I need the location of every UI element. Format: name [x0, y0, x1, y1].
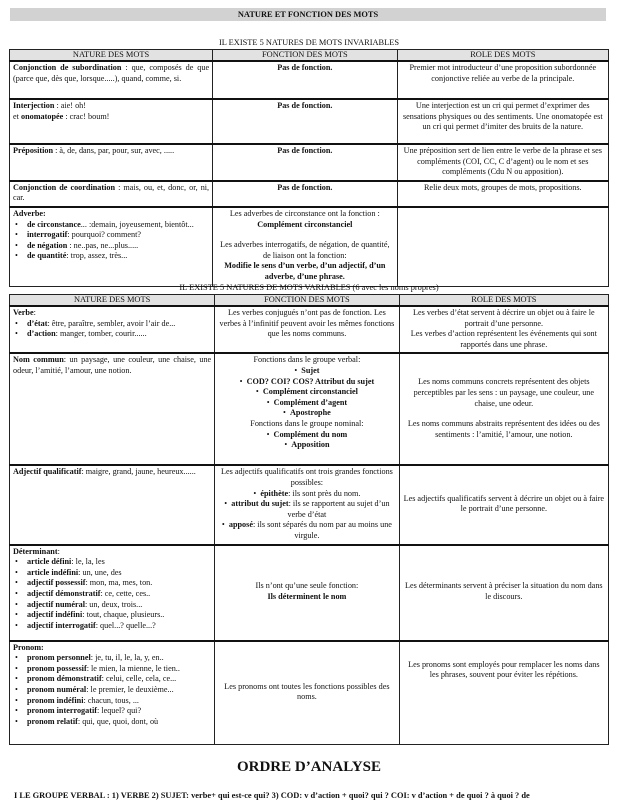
fonction-text: Pas de fonction.	[277, 182, 333, 192]
list-item	[13, 220, 209, 231]
item-examples: : être, paraître, sembler, avoir l’air de...	[47, 318, 176, 328]
item-examples: : mon, ma, mes, ton.	[85, 578, 153, 588]
fonction-cell: Les verbes conjugués n’ont pas de fonction. Les verbes à l’infinitif peuvent avoir les mêmes fonctions que les noms communs.	[215, 306, 399, 353]
nature-term: Adjectif qualificatif	[13, 467, 82, 477]
item-term: pronom personnel	[27, 653, 91, 663]
table-row	[10, 99, 609, 144]
fonction-text: Pas de fonction.	[277, 63, 333, 72]
nature-examples: : un paysage, une couleur, une chaise, une odeur, l’amitié, l’amour, une notion.	[13, 355, 212, 375]
invariables-table	[9, 49, 609, 287]
list-item: • Complément du nom	[218, 430, 395, 441]
item-examples: : celui, celle, cela, ce...	[101, 674, 177, 684]
nature-colon: :	[33, 308, 36, 317]
item-term: pronom interrogatif	[27, 706, 97, 716]
list-item	[13, 706, 211, 717]
list-item	[13, 610, 211, 621]
table-row	[10, 545, 609, 641]
header-role: ROLE DES MOTS	[397, 50, 608, 62]
item-examples: : ce, cette, ces..	[100, 588, 151, 598]
list-item	[13, 589, 211, 600]
header-fonction: FONCTION DES MOTS	[215, 295, 399, 307]
fonction-text: Pas de fonction.	[277, 101, 333, 110]
fonction-cell	[215, 353, 399, 465]
item-examples: : tout, chaque, plusieurs..	[82, 610, 165, 620]
item-text: : ils se rapportent au sujet d’un verbe d’état	[287, 499, 390, 519]
item-examples: : lequel? qui?	[96, 706, 142, 716]
role-cell	[399, 353, 608, 465]
nature-term: Interjection	[13, 101, 55, 110]
ordre-analyse-line: I LE GROUPE VERBAL : 1) VERBE 2) SUJET: verbe+ qui est-ce qui? 3) COD: v d’action + quoi? qui ? COI: v d’action + de quoi ? à quoi ? de	[14, 791, 530, 800]
role-cell: Relie deux mots, groupes de mots, propositions.	[397, 181, 608, 207]
item-term: de négation	[27, 240, 68, 250]
table-row	[10, 144, 609, 181]
item-term: apposé	[228, 520, 253, 530]
item-term: pronom indéfini	[27, 695, 84, 705]
fonction-cell	[213, 144, 397, 181]
item-examples: : quel...? quelle...?	[95, 620, 156, 630]
fonction-cell	[215, 545, 399, 641]
fonction-cell	[215, 465, 399, 544]
item-examples: : je, tu, il, le, la, y, en..	[90, 653, 164, 663]
nature-colon: :	[57, 546, 60, 556]
nature-cell	[10, 545, 215, 641]
item-term: adjectif interrogatif	[27, 620, 96, 630]
fonction-gn-list	[218, 430, 395, 451]
role-cell	[399, 306, 608, 353]
list-item	[13, 600, 211, 611]
item-term: article indéfini	[27, 567, 79, 577]
fonction-text: Ils n’ont qu’une seule fonction:	[255, 581, 359, 591]
item-term: adjectif démonstratif	[27, 588, 101, 598]
role-cell: Les adjectifs qualificatifs servent à décrire un objet ou à faire le portrait d’une personne.	[399, 465, 608, 544]
nature-term: Pronom:	[13, 642, 44, 652]
list-item	[13, 621, 211, 632]
item-examples: : trop, assez, très...	[66, 251, 128, 261]
list-item	[13, 717, 211, 728]
item-term: interrogatif	[27, 230, 68, 240]
item-term: article défini	[27, 557, 72, 567]
table-row	[10, 306, 609, 353]
item-examples: : le premier, le deuxième...	[86, 684, 174, 694]
fonction-cell	[213, 61, 397, 99]
list-item	[13, 568, 211, 579]
role-cell: Premier mot introducteur d’une proposition subordonnée conjonctive reliée au verbe de la principale.	[397, 61, 608, 99]
fonction-gv-label: Fonctions dans le groupe verbal:	[253, 355, 361, 365]
table-row	[10, 61, 609, 99]
list-item	[13, 241, 209, 252]
verbe-list	[13, 319, 211, 340]
ordre-analyse-title: ORDRE D’ANALYSE	[236, 759, 382, 775]
header-nature: NATURE DES MOTS	[10, 50, 213, 62]
role-cell: Une préposition sert de lien entre le verbe de la phrase et ses compléments (COI, CC, C d’agent) ou le nom et ses compléments (Cdu N ou apposition).	[397, 144, 608, 181]
header-nature: NATURE DES MOTS	[10, 295, 215, 307]
nature-term: Nom commun	[13, 355, 64, 365]
role-text: Les verbes d’état servent à décrire un objet ou à faire le portrait d’une personne.	[413, 308, 595, 328]
item-term: attribut du sujet	[231, 499, 289, 509]
item-term: adjectif indéfini	[27, 610, 83, 620]
fonction-bold: Complément circonstanciel	[257, 219, 353, 229]
item-term: pronom démonstratif	[27, 674, 102, 684]
item-examples: ... :demain, joyeusement, bientôt...	[80, 219, 194, 229]
item-term: pronom numéral	[27, 684, 87, 694]
list-item: • Sujet	[218, 366, 395, 377]
role-cell: Les déterminants servent à préciser la situation du nom dans le discours.	[399, 545, 608, 641]
nature-term: Conjonction de subordination	[13, 63, 122, 72]
item-examples: : ne..pas, ne...plus.....	[67, 240, 139, 250]
item-term: adjectif numéral	[27, 599, 85, 609]
list-item: • apposé: ils sont séparés du nom par au moins une virgule.	[221, 520, 392, 540]
fonction-cell	[213, 181, 397, 207]
item-term: pronom possessif	[27, 663, 87, 673]
nature-examples: : que, composés de que (parce que, dès que, lorsque.....), quand, comme, si.	[13, 63, 210, 83]
list-item	[13, 329, 211, 340]
nature-cell	[10, 144, 213, 181]
item-term: d’état	[27, 318, 48, 328]
fonction-text-2: Les adverbes interrogatifs, de négation, de quantité, de liaison ont la fonction:	[220, 240, 390, 260]
header-fonction: FONCTION DES MOTS	[213, 50, 397, 62]
variables-table	[9, 294, 609, 745]
pronom-list	[13, 653, 211, 727]
list-item	[13, 557, 211, 568]
determinant-list	[13, 557, 211, 631]
list-item	[13, 319, 211, 330]
nature-examples: : mais, ou, et, donc, or, ni, car.	[13, 182, 210, 203]
nature-term: Déterminant	[13, 546, 58, 556]
item-examples: : qui, que, quoi, dont, où	[77, 716, 159, 726]
invariables-caption: IL EXISTE 5 NATURES DE MOTS INVARIABLES	[218, 38, 400, 47]
item-term: de circonstance	[27, 219, 81, 229]
role-cell	[397, 207, 608, 287]
nature-cell	[10, 306, 215, 353]
fonction-bold: Ils déterminent le nom	[267, 592, 347, 602]
role-cell: Une interjection est un cri qui permet d’exprimer des sensations physiques ou des sentiments. Une onomatopée est un cri qui permet d’imiter des bruits de la nature.	[397, 99, 608, 144]
fonction-intro: Les adjectifs qualificatifs ont trois grandes fonctions possibles:	[220, 467, 393, 487]
nature-cell	[10, 181, 213, 207]
item-text: : ils sont près du nom.	[288, 488, 361, 498]
list-item	[13, 685, 211, 696]
list-item: • attribut du sujet: ils se rapportent au sujet d’un verbe d’état	[224, 499, 390, 519]
nature-examples: : maigre, grand, jaune, heureux......	[81, 467, 196, 477]
fonction-gv-list	[218, 366, 395, 419]
table-row	[10, 641, 609, 745]
list-item: • COD? COI? COS? Attribut du sujet	[218, 377, 395, 388]
fonction-gn-label: Fonctions dans le groupe nominal:	[250, 418, 364, 428]
nature-examples: : à, de, dans, par, pour, sur, avec, .....	[53, 146, 175, 155]
list-item	[13, 674, 211, 685]
item-term: pronom relatif	[27, 716, 78, 726]
nature-cell	[10, 353, 215, 465]
nature-cell	[10, 61, 213, 99]
item-examples: : pourquoi? comment?	[67, 230, 141, 240]
role-text-2: Les verbes d’action représentent les événements qui sont rapportés dans une phrase.	[410, 329, 597, 349]
list-item: • Complément circonstanciel	[218, 387, 395, 398]
table-header-row	[10, 295, 609, 307]
list-item	[13, 230, 209, 241]
item-examples: : un, une, des	[78, 567, 122, 577]
fonction-cell	[213, 207, 397, 287]
document-title: NATURE ET FONCTION DES MOTS	[10, 8, 606, 21]
nature-term: Préposition	[13, 146, 54, 155]
nature-term: Adverbe:	[13, 208, 46, 218]
item-text: : ils sont séparés du nom par au moins une virgule.	[252, 520, 392, 540]
item-examples: : un, deux, trois...	[84, 599, 143, 609]
nature-cell	[10, 99, 213, 144]
fonction-list	[218, 489, 395, 542]
item-examples: : chacun, tous, ...	[83, 695, 139, 705]
item-term: épithète	[260, 488, 289, 498]
table-header-row	[10, 50, 609, 62]
list-item	[13, 653, 211, 664]
item-examples: : manger, tomber, courir......	[55, 329, 147, 339]
nature-term: Conjonction de coordination	[13, 182, 116, 192]
list-item	[13, 664, 211, 675]
table-row	[10, 465, 609, 544]
list-item	[13, 578, 211, 589]
item-term: adjectif possessif	[27, 578, 86, 588]
variables-caption: IL EXISTE 5 NATURES DE MOTS VARIABLES (6 avec les noms propres)	[179, 283, 439, 292]
fonction-cell: Les pronoms ont toutes les fonctions possibles des noms.	[215, 641, 399, 745]
table-row	[10, 353, 609, 465]
table-row	[10, 181, 609, 207]
nature-cell	[10, 207, 213, 287]
fonction-text: Pas de fonction.	[277, 146, 333, 155]
fonction-cell	[213, 99, 397, 144]
role-text: Les noms communs concrets représentent des objets perceptibles par les sens : un paysage, une couleur, une chaise, une odeur.	[413, 377, 595, 408]
nature-examples: : aie! oh!	[54, 101, 86, 110]
fonction-text: Les adverbes de circonstance ont la fonction :	[229, 208, 380, 218]
table-row	[10, 207, 609, 287]
item-term: d’action	[27, 329, 56, 339]
adverbe-list	[13, 220, 209, 262]
fonction-bold-2: Modifie le sens d’un verbe, d’un adjectif, d’un adverbe, d’une phrase.	[224, 261, 386, 281]
list-item	[13, 251, 209, 262]
nature-term: Verbe	[13, 308, 34, 317]
list-item: • Apposition	[218, 440, 395, 451]
list-item: • Apostrophe	[218, 408, 395, 419]
list-item	[13, 696, 211, 707]
header-role: ROLE DES MOTS	[399, 295, 608, 307]
item-term: de quantité	[27, 251, 67, 261]
list-item: • épithète: ils sont près du nom.	[253, 488, 361, 498]
list-item: • Complément d’agent	[218, 398, 395, 409]
item-examples: : le, la, les	[71, 557, 105, 567]
nature-examples-2: : crac! boum!	[63, 111, 110, 121]
nature-cell	[10, 641, 215, 745]
nature-cell	[10, 465, 215, 544]
item-examples: : le mien, la mienne, le tien..	[86, 663, 180, 673]
nature-prefix: et	[13, 111, 21, 121]
role-text-2: Les noms communs abstraits représentent des idées ou des sentiments : l’amitié, l’amour, une notion.	[407, 419, 600, 439]
nature-term-2: onomatopée	[20, 111, 64, 121]
role-cell: Les pronoms sont employés pour remplacer les noms dans les phrases, souvent pour éviter les répétions.	[399, 641, 608, 745]
